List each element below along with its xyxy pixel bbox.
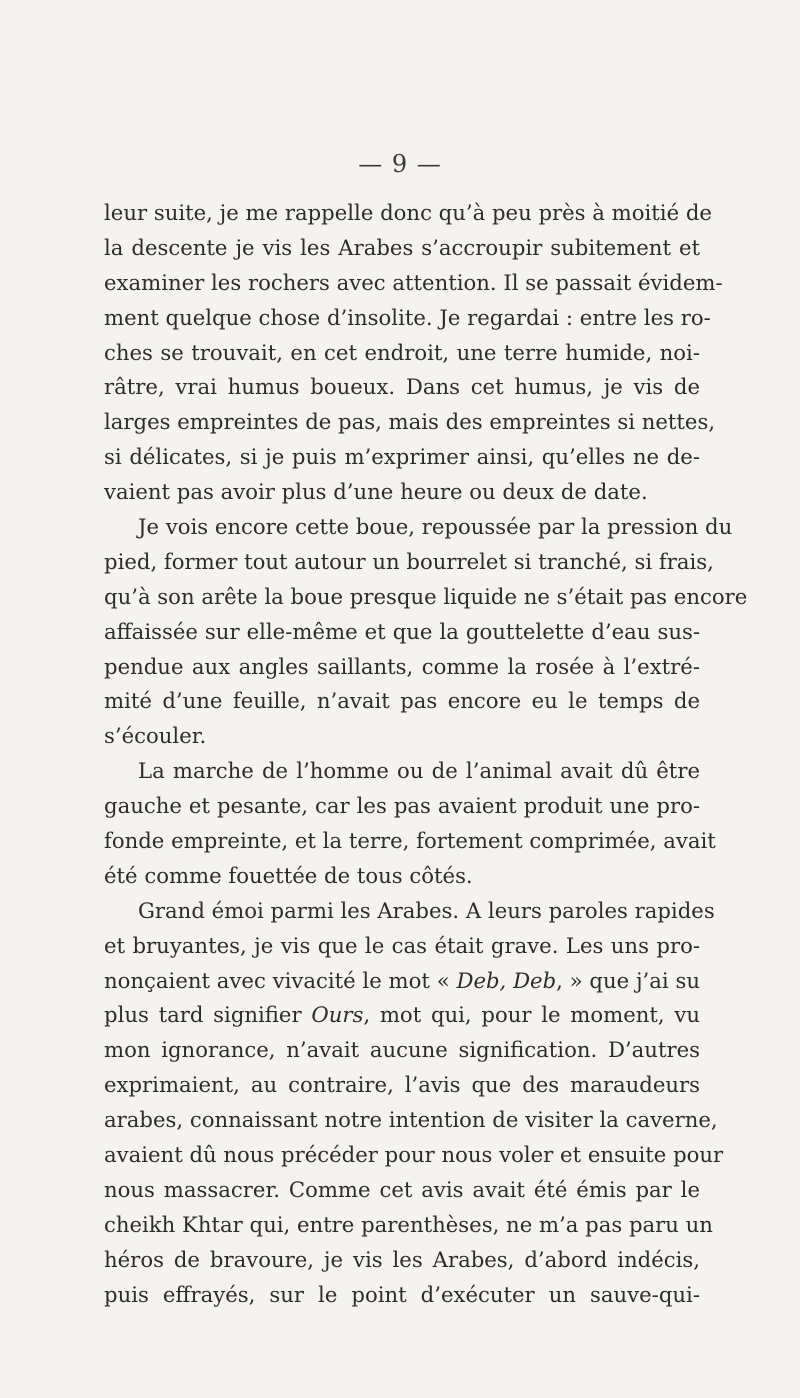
text-segment: , mot qui, pour le moment, vu [363, 1002, 700, 1028]
text-line: s’écouler. [104, 723, 207, 749]
text-line: leur suite, je me rappelle donc qu’à peu près à moitié de [104, 200, 712, 225]
text-line-with-italic [104, 998, 700, 1033]
text-segment: nonçaient avec vivacité le mot « [104, 967, 457, 993]
text-line: héros de bravoure, je vis les Arabes, d’abord indécis, [104, 1246, 700, 1272]
text-line: vaient pas avoir plus d’une heure ou deux de date. [104, 479, 648, 505]
text-line: été comme fouettée de tous côtés. [104, 862, 473, 888]
text-line: qu’à son arête la boue presque liquide ne s’était pas encore [104, 583, 748, 609]
text-line-with-italic [104, 964, 700, 999]
text-line: et bruyantes, je vis que le cas était grave. Les uns pro- [104, 932, 700, 958]
text-line: râtre, vrai humus boueux. Dans cet humus, je vis de [104, 374, 700, 400]
text-segment: , » que j’ai su [556, 967, 700, 993]
text-line: pendue aux angles saillants, comme la rosée à l’extré- [104, 653, 700, 679]
text-line: pied, former tout autour un bourrelet si tranché, si frais, [104, 548, 714, 574]
text-line-paragraph-start: Grand émoi parmi les Arabes. A leurs paroles rapides [138, 897, 715, 923]
body-text [104, 196, 748, 1313]
text-line: examiner les rochers avec attention. Il se passait évidem- [104, 269, 723, 295]
page-number: — 9 — [358, 150, 442, 178]
text-line: exprimaient, au contraire, l’avis que des maraudeurs [104, 1072, 700, 1098]
text-line: arabes, connaissant notre intention de visiter la caverne, [104, 1107, 718, 1133]
text-line: ches se trouvait, en cet endroit, une terre humide, noi- [104, 339, 700, 365]
text-line: la descente je vis les Arabes s’accroupir subitement et [104, 234, 700, 260]
text-line: ment quelque chose d’insolite. Je regardai : entre les ro- [104, 304, 711, 330]
italic-term: Ours [311, 1002, 364, 1028]
text-line: nous massacrer. Comme cet avis avait été émis par le [104, 1176, 700, 1202]
text-line: mité d’une feuille, n’avait pas encore eu le temps de [104, 688, 700, 714]
text-line: puis effrayés, sur le point d’exécuter un sauve-qui- [104, 1281, 700, 1307]
text-line: larges empreintes de pas, mais des empreintes si nettes, [104, 409, 716, 435]
italic-term: Deb, Deb [456, 967, 557, 993]
text-line-paragraph-start: Je vois encore cette boue, repoussée par la pression du [138, 514, 733, 540]
text-line: fonde empreinte, et la terre, fortement comprimée, avait [104, 828, 716, 854]
text-line-paragraph-start: La marche de l’homme ou de l’animal avait dû être [138, 758, 700, 784]
text-line: cheikh Khtar qui, entre parenthèses, ne m’a pas paru un [104, 1211, 713, 1237]
text-segment: plus tard signifier [104, 1002, 312, 1028]
text-line: si délicates, si je puis m’exprimer ainsi, qu’elles ne de- [104, 444, 700, 470]
text-line: affaissée sur elle-même et que la gouttelette d’eau sus- [104, 618, 700, 644]
text-line: gauche et pesante, car les pas avaient produit une pro- [104, 793, 700, 819]
text-line: avaient dû nous précéder pour nous voler et ensuite pour [104, 1142, 724, 1168]
text-line: mon ignorance, n’avait aucune signification. D’autres [104, 1037, 700, 1063]
